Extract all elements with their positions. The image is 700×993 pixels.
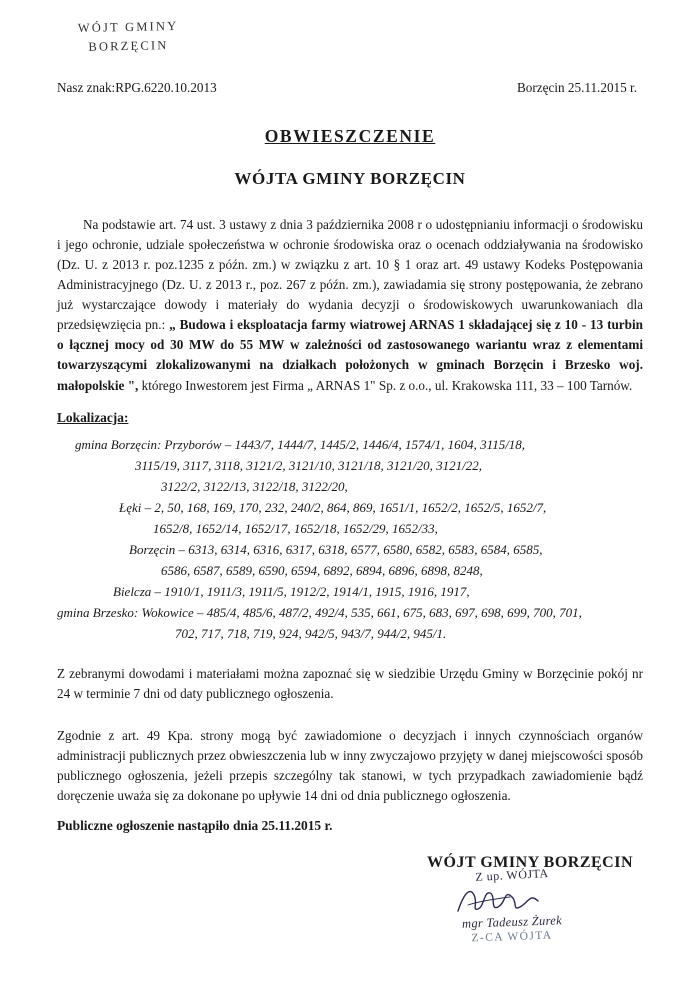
document-meta <box>57 80 643 96</box>
signature-scribble-icon <box>402 885 622 915</box>
signatory-name: mgr Tadeusz Żurek <box>461 913 563 931</box>
stamp-line-2: BORZĘCIN <box>88 38 169 55</box>
list-item: 1652/8, 1652/14, 1652/17, 1652/18, 1652/29, 1652/33, <box>153 520 438 536</box>
page-subtitle: WÓJTA GMINY BORZĘCIN <box>234 169 466 188</box>
reference-number: Nasz znak:RPG.6220.10.2013 <box>57 80 217 95</box>
notice-paragraph: Zgodnie z art. 49 Kpa. strony mogą być zawiadomione o decyzjach i innych czynnościach organów administracji publicznych przez obwieszczenia lub w inny zwyczajowo przyjęty w danej miejscowości sposób publicznego ogłoszenia, jeżeli przepis szczególny tak stanowi, w tych przypadkach zawiadomienie bądź doręczenie uważa się za dokonane po upływie 14 dni od dnia publicznego ogłoszenia. <box>57 728 643 804</box>
list-item: 3122/2, 3122/13, 3122/18, 3122/20, <box>161 478 348 494</box>
list-item: 3115/19, 3117, 3118, 3121/2, 3121/10, 3121/18, 3121/20, 3121/22, <box>135 457 483 473</box>
list-item: gmina Brzesko: Wokowice – 485/4, 485/6, 487/2, 492/4, 535, 661, 675, 683, 697, 698, 699, 700, 701, <box>57 604 582 620</box>
stamp-line-1: WÓJT GMINY <box>77 18 179 36</box>
list-item: 702, 717, 718, 719, 924, 942/5, 943/7, 944/2, 945/1. <box>175 625 447 641</box>
handwritten-signature <box>402 868 622 943</box>
page-title: OBWIESZCZENIE <box>264 126 436 146</box>
list-item: Bielcza – 1910/1, 1911/3, 1911/5, 1912/2, 1914/1, 1915, 1916, 1917, <box>113 583 470 599</box>
place-and-date: Borzęcin 25.11.2015 r. <box>516 80 637 95</box>
list-item: Borzęcin – 6313, 6314, 6316, 6317, 6318, 6577, 6580, 6582, 6583, 6584, 6585, <box>129 541 543 557</box>
intro-paragraph <box>57 215 643 396</box>
signatory-role: Z-CA WÓJTA <box>471 929 553 945</box>
signature-prefix: Z up. WÓJTA <box>475 866 549 884</box>
document-content <box>57 80 643 872</box>
publication-note: Publiczne ogłoszenie nastąpiło dnia 25.11.2015 r. <box>57 818 333 834</box>
project-name: „ Budowa i eksploatacja farmy wiatrowej ARNAS 1 składającej się z 10 - 13 turbin o łącznej mocy od 30 MW do 55 MW w zależności od zastosowanego wariantu wraz z elementami towarzyszącymi zlokalizowanymi na działkach położonych w gminach Borzęcin i Brzesko woj. małopolskie ", <box>57 317 643 393</box>
list-item: Łęki – 2, 50, 168, 169, 170, 232, 240/2, 864, 869, 1651/1, 1652/2, 1652/5, 1652/7, <box>119 499 547 515</box>
intro-text-1: Na podstawie art. 74 ust. 3 ustawy z dnia 3 października 2008 r o udostępnianiu informacji o środowisku i jego ochronie, udziale społeczeństwa w ochronie środowiska oraz o ocenach oddziaływania na środowisko (Dz. U. z 2013 r. poz.1235 z późn. zm.) w związku z art. 10 § 1 oraz art. 49 ustawy Kodeks Postępowania Administracyjnego (Dz. U. z 2013 r., poz. 267 z późn. zm.), zawiadamia się strony postępowania, że zebrano już wystarczające dowody i materiały do wydania decyzji o środowiskowych uwarunkowaniach dla przedsięwzięcia pn.: <box>57 217 643 333</box>
localization-list <box>57 434 643 644</box>
intro-text-tail: którego Inwestorem jest Firma „ ARNAS 1" Sp. z o.o., ul. Krakowska 111, 33 – 100 Tarnów. <box>138 377 633 393</box>
list-item: 6586, 6587, 6589, 6590, 6594, 6892, 6894, 6896, 6898, 8248, <box>161 562 483 578</box>
signature-title: WÓJT GMINY BORZĘCIN <box>427 854 633 872</box>
list-item: gmina Borzęcin: Przyborów – 1443/7, 1444/7, 1445/2, 1446/4, 1574/1, 1604, 3115/18, <box>75 436 526 452</box>
office-stamp <box>78 17 179 58</box>
localization-label: Lokalizacja: <box>57 409 129 425</box>
access-paragraph: Z zebranymi dowodami i materiałami można zapoznać się w siedzibie Urzędu Gminy w Borzęcinie pokój nr 24 w terminie 7 dni od daty publicznego ogłoszenia. <box>57 666 643 702</box>
